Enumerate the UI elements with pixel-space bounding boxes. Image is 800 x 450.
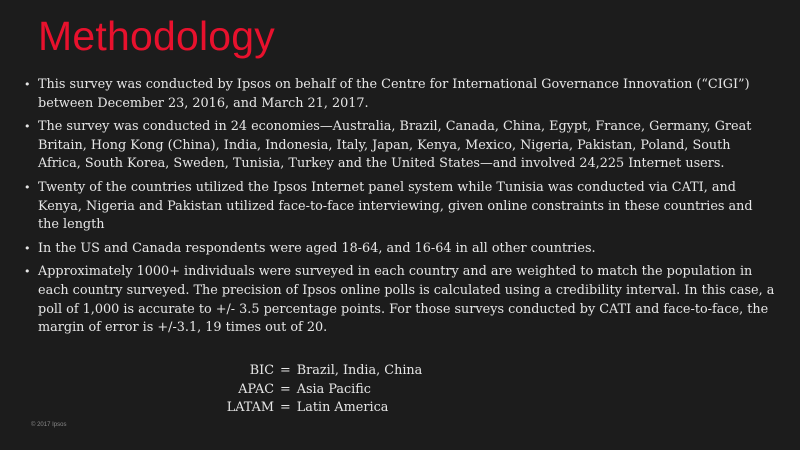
abbreviation-value: Latin America: [296, 400, 389, 416]
bullet-dot-icon: •: [24, 120, 31, 134]
slide-title: Methodology: [38, 13, 275, 59]
bullet-text: This survey was conducted by Ipsos on behalf of the Centre for International Governance Innovation (“CIGI”) between December 23, 2016, and March 21, 2017.: [38, 77, 750, 111]
abbreviation-key: LATAM: [226, 400, 274, 416]
bullet-text: Approximately 1000+ individuals were surveyed in each country and are weighted to match the population in each country surveyed. The precision of Ipsos online polls is calculated using a credibility interval. In this case, a poll of 1,000 is accurate to +/- 3.5 percentage points. For those surveys conducted by CATI and face-to-face, the margin of error is +/-3.1, 19 times out of 20.: [38, 264, 775, 336]
abbreviation-table: [180, 362, 422, 418]
bullet-text: The survey was conducted in 24 economies—Australia, Brazil, Canada, China, Egypt, France, Germany, Great Britain, Hong Kong (China), India, Indonesia, Italy, Japan, Kenya, Mexico, Nigeria, Pakistan, Poland, South Africa, South Korea, Sweden, Tunisia, Turkey and the United States—and involved 24,225 Internet users.: [38, 119, 752, 172]
abbreviation-row: [180, 399, 422, 418]
bullet-dot-icon: •: [24, 180, 31, 194]
abbreviation-value: Asia Pacific: [296, 381, 371, 397]
abbreviation-value: Brazil, India, China: [296, 363, 423, 378]
equals-sign: =: [280, 381, 291, 397]
abbreviation-row: [180, 381, 422, 400]
bullet-item: [24, 240, 776, 259]
equals-sign: =: [280, 363, 291, 378]
copyright-footer: © 2017 Ipsos: [31, 422, 67, 428]
abbreviation-key: BIC: [249, 363, 274, 378]
bullet-item: [24, 76, 776, 113]
bullet-text: In the US and Canada respondents were aged 18-64, and 16-64 in all other countries.: [38, 240, 596, 256]
bullet-dot-icon: •: [24, 241, 31, 255]
abbreviation-key: APAC: [238, 381, 274, 397]
bullet-text: Twenty of the countries utilized the Ipsos Internet panel system while Tunisia was conducted via CATI, and Kenya, Nigeria and Pakistan utilized face-to-face interviewing, given online constraints in these countries and the length: [38, 179, 753, 233]
bullet-item: [24, 179, 776, 235]
bullet-list: [24, 76, 776, 343]
bullet-item: [24, 118, 776, 174]
bullet-item: [24, 263, 776, 337]
bullet-dot-icon: •: [24, 265, 31, 279]
bullet-dot-icon: •: [24, 78, 31, 91]
equals-sign: =: [280, 400, 291, 416]
abbreviation-row: [180, 362, 422, 381]
